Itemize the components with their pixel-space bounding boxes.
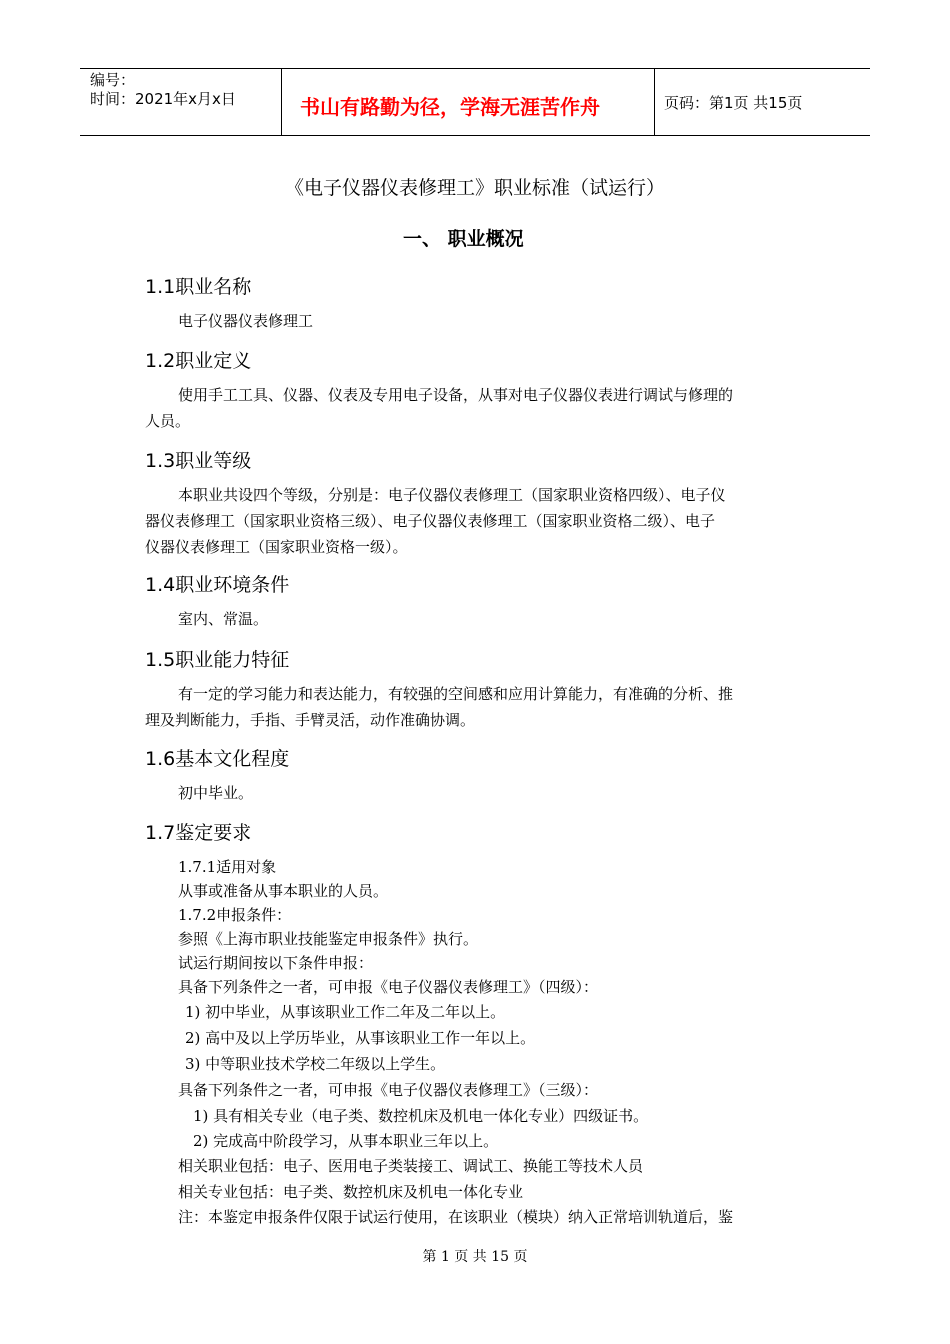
requirement-line: 具备下列条件之一者，可申报《电子仪器仪表修理工》（四级）： xyxy=(178,978,599,996)
requirement-line: 从事或准备从事本职业的人员。 xyxy=(178,882,389,900)
requirement-line: 1.7.2申报条件： xyxy=(178,906,292,924)
requirement-line: 相关专业包括：电子类、数控机床及机电一体化专业 xyxy=(178,1183,524,1201)
header-motto: 书山有路勤为径，学海无涯苦作舟 xyxy=(300,95,600,119)
section-body-line: 初中毕业。 xyxy=(178,784,254,802)
document-title: 《电子仪器仪表修理工》职业标准（试运行） xyxy=(284,177,665,199)
requirement-item: 1) 具有相关专业（电子类、数控机床及机电一体化专业）四级证书。 xyxy=(193,1107,649,1125)
section-heading-1-7: 1.7鉴定要求 xyxy=(145,822,252,844)
chapter-heading: 一、 职业概况 xyxy=(403,228,524,250)
section-body-line: 使用手工工具、仪器、仪表及专用电子设备，从事对电子仪器仪表进行调试与修理的 xyxy=(178,386,734,404)
section-body-line: 本职业共设四个等级，分别是：电子仪器仪表修理工（国家职业资格四级）、电子仪 xyxy=(178,486,726,504)
section-body-line: 人员。 xyxy=(145,412,191,430)
requirement-line: 具备下列条件之一者，可申报《电子仪器仪表修理工》（三级）： xyxy=(178,1081,599,1099)
section-body-line: 器仪表修理工（国家职业资格三级）、电子仪器仪表修理工（国家职业资格二级）、电子 xyxy=(145,512,716,530)
requirement-line: 注：本鉴定申报条件仅限于试运行使用，在该职业（模块）纳入正常培训轨道后，鉴 xyxy=(178,1208,734,1226)
requirement-item: 2) 高中及以上学历毕业，从事该职业工作一年以上。 xyxy=(185,1029,536,1047)
requirement-item: 2) 完成高中阶段学习，从事本职业三年以上。 xyxy=(193,1132,499,1150)
section-body-line: 有一定的学习能力和表达能力，有较强的空间感和应用计算能力，有准确的分析、推 xyxy=(178,685,734,703)
header-page-info: 页码：第1页 共15页 xyxy=(664,94,803,112)
header-bottom-border xyxy=(80,135,870,136)
header-divider-left xyxy=(281,68,282,136)
header-top-border xyxy=(80,68,870,69)
section-heading-1-2: 1.2职业定义 xyxy=(145,350,252,372)
section-heading-1-3: 1.3职业等级 xyxy=(145,450,252,472)
requirement-line: 1.7.1适用对象 xyxy=(178,858,277,876)
header-time-label: 时间：2021年x月x日 xyxy=(90,90,236,108)
section-heading-1-4: 1.4职业环境条件 xyxy=(145,574,290,596)
section-body-line: 电子仪器仪表修理工 xyxy=(178,312,314,330)
requirement-line: 参照《上海市职业技能鉴定申报条件》执行。 xyxy=(178,930,479,948)
requirement-line: 相关职业包括：电子、医用电子类装接工、调试工、换能工等技术人员 xyxy=(178,1157,644,1175)
section-body-line: 仪器仪表修理工（国家职业资格一级）。 xyxy=(145,538,408,556)
section-body-line: 理及判断能力，手指、手臂灵活，动作准确协调。 xyxy=(145,711,476,729)
requirement-item: 1) 初中毕业，从事该职业工作二年及二年以上。 xyxy=(185,1003,506,1021)
header-divider-right xyxy=(654,68,655,136)
section-heading-1-1: 1.1职业名称 xyxy=(145,276,252,298)
requirement-item: 3) 中等职业技术学校二年级以上学生。 xyxy=(185,1055,446,1073)
section-heading-1-5: 1.5职业能力特征 xyxy=(145,649,290,671)
requirement-line: 试运行期间按以下条件申报： xyxy=(178,954,374,972)
section-heading-1-6: 1.6基本文化程度 xyxy=(145,748,290,770)
section-body-line: 室内、常温。 xyxy=(178,610,269,628)
header-number-label: 编号： xyxy=(90,71,136,89)
page-footer: 第 1 页 共 15 页 xyxy=(422,1249,528,1265)
